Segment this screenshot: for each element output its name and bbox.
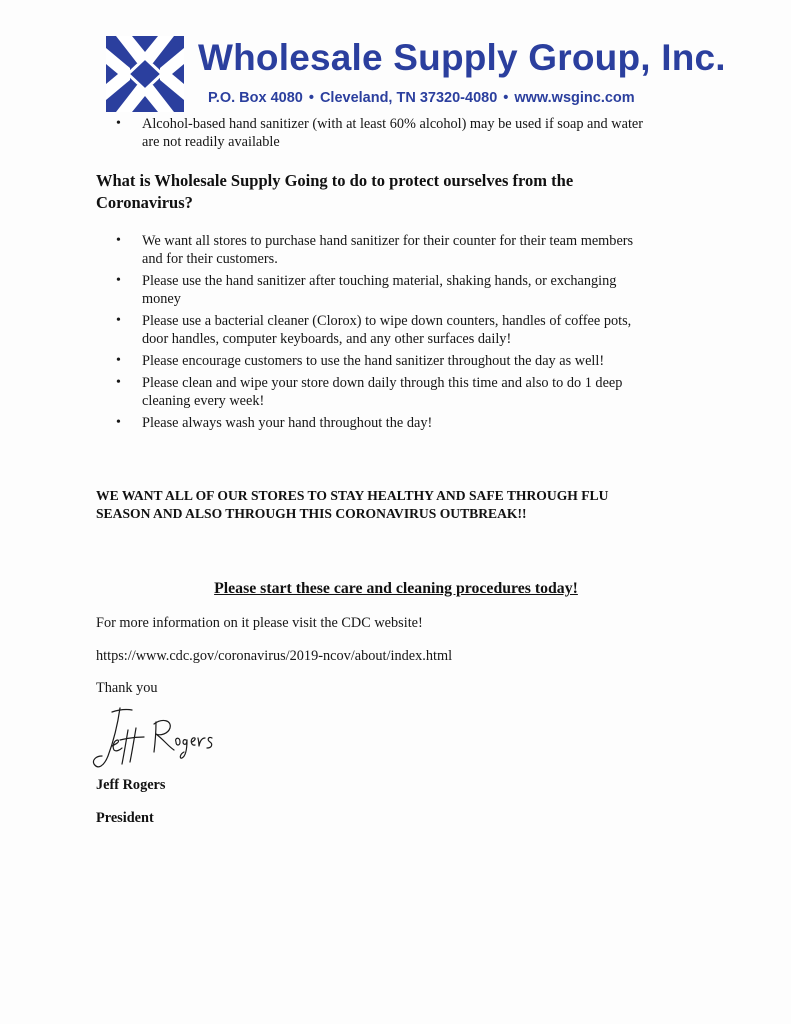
list-item-line: Please always wash your hand throughout the day! [142,415,433,431]
letterhead [106,34,726,114]
bullet-icon: • [116,233,121,248]
bullet-icon: • [116,375,121,390]
list-item-line: and for their customers. [142,251,278,267]
address-separator: • [308,90,314,106]
cdc-link[interactable]: https://www.cdc.gov/coronavirus/2019-ncov/about/index.html [96,648,453,664]
signer-title: President [96,810,154,826]
safety-statement [96,487,716,523]
signer-name: Jeff Rogers [96,777,166,793]
list-item [116,312,691,348]
list-item-line: money [142,291,181,307]
list-item-line: Please use the hand sanitizer after touching material, shaking hands, or exchanging [142,273,617,289]
list-item-line: are not readily available [142,134,280,150]
more-info-text: For more information on it please visit the CDC website! [96,615,423,631]
list-item [116,115,691,151]
company-logo [106,36,184,112]
bullet-icon: • [116,313,121,328]
handwritten-signature [76,700,226,788]
bullet-icon: • [116,353,121,368]
measures-list [116,232,691,432]
list-item-line: door handles, computer keyboards, and any other surfaces daily! [142,331,512,347]
list-item [116,272,691,308]
list-item-line: cleaning every week! [142,393,265,409]
bullet-icon: • [116,273,121,288]
address-separator: • [503,90,509,106]
section-heading-line: What is Wholesale Supply Going to do to protect ourselves from the [96,171,574,190]
po-box: P.O. Box 4080 [208,90,303,106]
list-item [116,414,691,432]
list-item [116,374,691,410]
company-website: www.wsginc.com [514,90,635,106]
list-item [116,232,691,268]
closing-text: Thank you [96,680,158,696]
bullet-icon: • [116,116,121,131]
list-item-line: We want all stores to purchase hand sanitizer for their counter for their team members [142,233,634,249]
company-name: Wholesale Supply Group, Inc. [198,37,726,78]
top-bullet-list [116,115,691,151]
call-to-action: Please start these care and cleaning procedures today! [214,580,578,597]
safety-statement-line: WE WANT ALL OF OUR STORES TO STAY HEALTHY AND SAFE THROUGH FLU [96,488,609,503]
section-heading [96,170,656,214]
city-state-zip: Cleveland, TN 37320-4080 [319,90,498,106]
list-item-line: Please encourage customers to use the hand sanitizer throughout the day as well! [142,353,605,369]
list-item-line: Please use a bacterial cleaner (Clorox) to wipe down counters, handles of coffee pots, [142,313,632,329]
list-item [116,352,691,370]
section-heading-line: Coronavirus? [96,193,193,212]
safety-statement-line: SEASON AND ALSO THROUGH THIS CORONAVIRUS OUTBREAK!! [96,506,527,521]
list-item-line: Please clean and wipe your store down daily through this time and also to do 1 deep [142,375,623,391]
bullet-icon: • [116,415,121,430]
list-item-line: Alcohol-based hand sanitizer (with at least 60% alcohol) may be used if soap and water [142,116,644,132]
company-address [208,89,635,107]
